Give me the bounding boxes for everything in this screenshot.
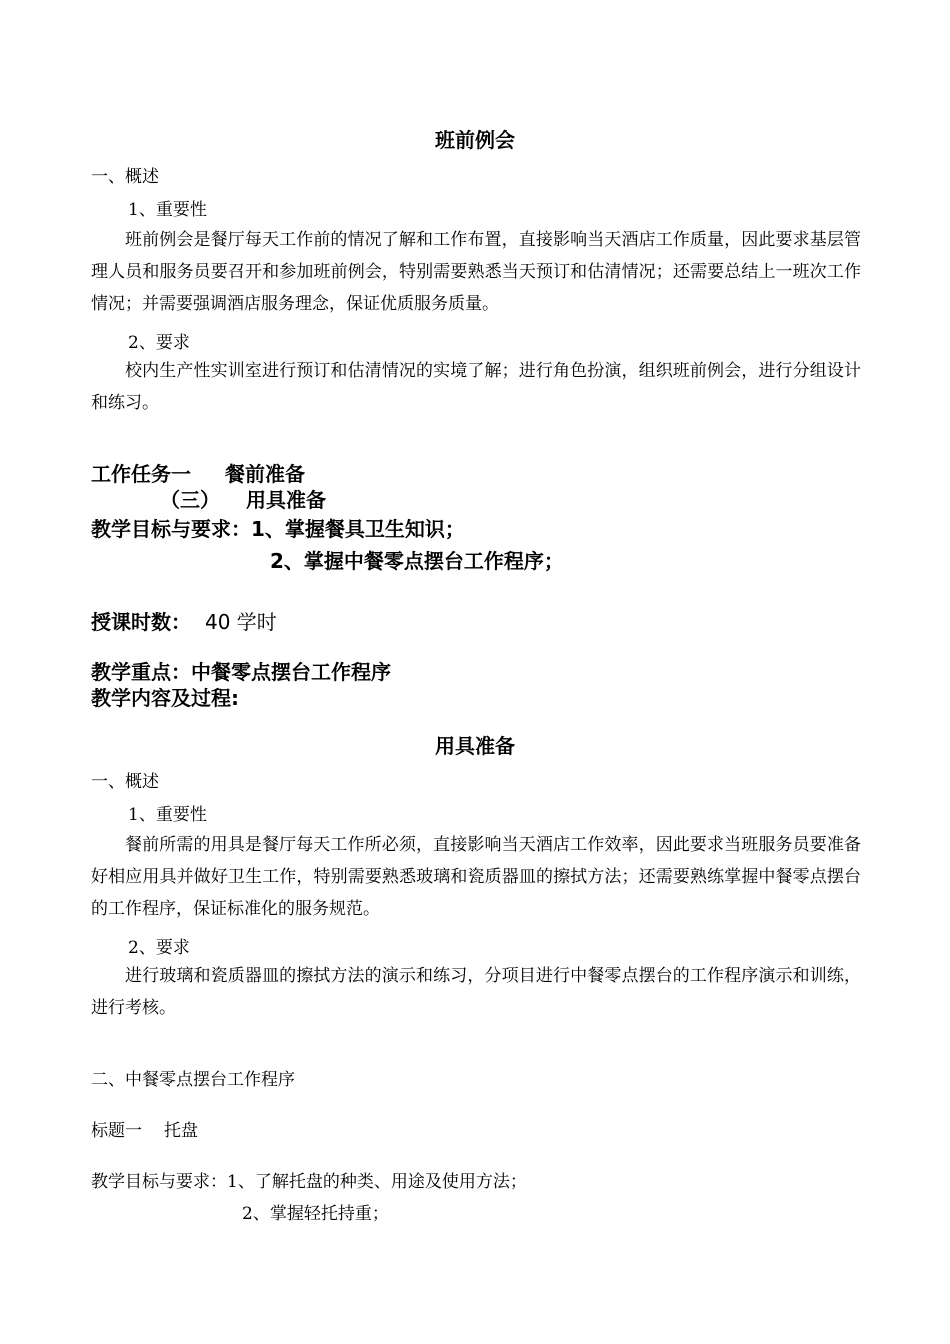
topic-name: 托盘	[164, 1121, 198, 1141]
goals-line-1	[91, 513, 465, 542]
importance-paragraph-2: 餐前所需的用具是餐厅每天工作所必须，直接影响当天酒店工作效率，因此要求当班服务员要准备好相应用具并做好卫生工作，特别需要熟悉玻璃和瓷质器皿的擦拭方法；还需要熟练掌握中餐零点摆台的工作程序，保证标准化的服务规范。	[91, 835, 861, 919]
overview-heading: 一、概述	[91, 167, 159, 187]
task-label: 工作任务一	[91, 462, 191, 486]
requirement-paragraph-2: 进行玻璃和瓷质器皿的擦拭方法的演示和练习，分项目进行中餐零点摆台的工作程序演示和训练，进行考核。	[91, 966, 861, 1018]
section-title-meeting: 班前例会	[435, 128, 515, 152]
section-title-utensils: 用具准备	[435, 734, 515, 758]
requirement-label-2: 2、要求	[128, 938, 190, 958]
overview-heading-2: 一、概述	[91, 772, 159, 792]
topic-label: 标题一	[91, 1121, 142, 1141]
importance-label-2: 1、重要性	[128, 805, 207, 825]
importance-label: 1、重要性	[128, 200, 207, 220]
requirement-paragraph: 校内生产性实训室进行预订和估清情况的实境了解；进行角色扮演，组织班前例会，进行分组设计和练习。	[91, 361, 861, 413]
sub-name: 用具准备	[246, 488, 326, 512]
task-heading	[91, 458, 305, 487]
goals2-label: 教学目标与要求：	[91, 1172, 227, 1192]
goal-2: 2、掌握中餐零点摆台工作程序；	[270, 549, 564, 573]
importance-paragraph: 班前例会是餐厅每天工作前的情况了解和工作布置，直接影响当天酒店工作质量，因此要求基层管理人员和服务员要召开和参加班前例会，特别需要熟悉当天预订和估清情况；还需要总结上一班次工作情况；并需要强调酒店服务理念，保证优质服务质量。	[91, 230, 861, 314]
procedure-heading: 二、中餐零点摆台工作程序	[91, 1070, 295, 1090]
goal-1: 1、掌握餐具卫生知识；	[251, 517, 465, 541]
goals2-line-1	[91, 1167, 527, 1192]
task-name: 餐前准备	[225, 462, 305, 486]
hours-line	[91, 606, 277, 635]
sub-number: （三）	[160, 488, 220, 512]
goal2-2: 2、掌握轻托持重；	[242, 1204, 389, 1224]
focus-value: 中餐零点摆台工作程序	[191, 660, 391, 684]
goals-label: 教学目标与要求：	[91, 517, 251, 541]
focus-label: 教学重点：	[91, 660, 191, 684]
focus-line	[91, 656, 391, 685]
hours-value: 40 学时	[205, 610, 277, 634]
sub-heading	[160, 484, 326, 513]
goal2-1: 1、了解托盘的种类、用途及使用方法；	[227, 1172, 527, 1192]
topic-line	[91, 1116, 198, 1141]
hours-label: 授课时数：	[91, 610, 191, 634]
requirement-label: 2、要求	[128, 333, 190, 353]
content-label: 教学内容及过程:	[91, 686, 239, 710]
